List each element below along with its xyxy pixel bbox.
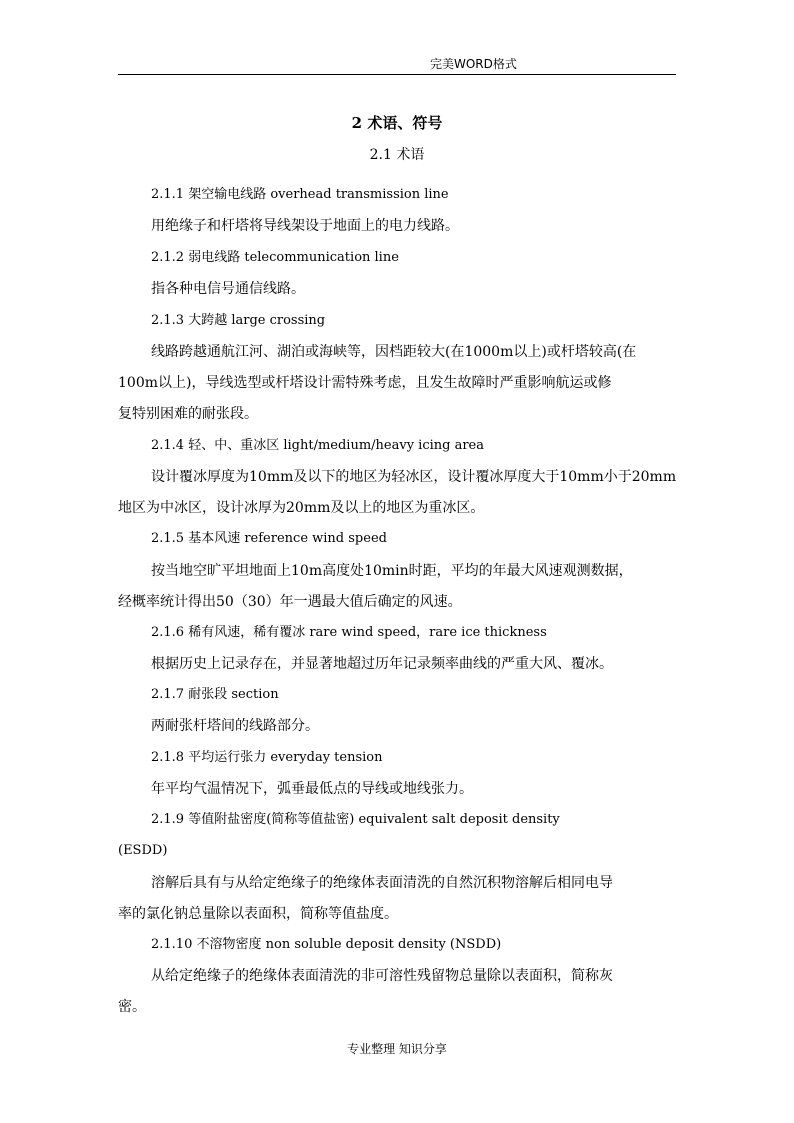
page-footer: 专业整理 知识分享	[347, 1042, 447, 1056]
term-heading-continued: (ESDD)	[118, 843, 168, 858]
term-definition-continued: 100m以上)，导线选型或杆塔设计需特殊考虑，且发生故障时严重影响航运或修	[118, 375, 612, 391]
term-definition-continued: 复特别困难的耐张段。	[118, 406, 258, 422]
term-heading-2-1-3: 2.1.3 大跨越 large crossing	[151, 313, 326, 328]
term-definition: 溶解后具有与从给定绝缘子的绝缘体表面清洗的自然沉积物溶解后相同电导	[151, 875, 613, 891]
term-definition-continued: 经概率统计得出50（30）年一遇最大值后确定的风速。	[118, 594, 462, 610]
chapter-title: 2 术语、符号	[351, 114, 443, 132]
term-heading-2-1-6: 2.1.6 稀有风速，稀有覆冰 rare wind speed，rare ice thickness	[151, 625, 547, 640]
term-heading-2-1-10: 2.1.10 不溶物密度 non soluble deposit density (NSDD)	[151, 937, 502, 952]
term-definition: 线路跨越通航江河、湖泊或海峡等，因档距较大(在1000m以上)或杆塔较高(在	[151, 344, 637, 360]
term-heading-2-1-4: 2.1.4 轻、中、重冰区 light/medium/heavy icing area	[151, 438, 485, 453]
term-heading-2-1-2: 2.1.2 弱电线路 telecommunication line	[151, 250, 399, 265]
term-definition-continued: 密。	[118, 999, 146, 1015]
term-heading-2-1-7: 2.1.7 耐张段 section	[151, 687, 279, 702]
term-definition: 设计覆冰厚度为10mm及以下的地区为轻冰区，设计覆冰厚度大于10mm小于20mm	[151, 469, 677, 485]
term-definition: 根据历史上记录存在，并显著地超过历年记录频率曲线的严重大风、覆冰。	[151, 656, 613, 672]
term-definition: 从给定绝缘子的绝缘体表面清洗的非可溶性残留物总量除以表面积，简称灰	[151, 968, 613, 984]
term-definition-continued: 率的氯化钠总量除以表面积，简称等值盐度。	[118, 906, 398, 922]
term-definition: 年平均气温情况下，弧垂最低点的导线或地线张力。	[151, 781, 473, 797]
term-heading-2-1-5: 2.1.5 基本风速 reference wind speed	[151, 531, 387, 546]
term-definition: 用绝缘子和杆塔将导线架设于地面上的电力线路。	[151, 218, 459, 234]
header-text: 完美WORD格式	[430, 57, 517, 71]
term-heading-2-1-8: 2.1.8 平均运行张力 everyday tension	[151, 750, 383, 765]
term-heading-2-1-9: 2.1.9 等值附盐密度(简称等值盐密) equivalent salt deposit density	[151, 812, 560, 827]
term-definition: 按当地空旷平坦地面上10m高度处10min时距，平均的年最大风速观测数据，	[151, 563, 633, 579]
page-header	[118, 56, 676, 75]
term-definition: 两耐张杆塔间的线路部分。	[151, 718, 319, 734]
section-title: 2.1 术语	[369, 147, 425, 163]
term-definition-continued: 地区为中冰区，设计冰厚为20mm及以上的地区为重冰区。	[118, 500, 485, 516]
term-definition: 指各种电信号通信线路。	[151, 281, 305, 297]
term-heading-2-1-1: 2.1.1 架空输电线路 overhead transmission line	[151, 187, 449, 202]
